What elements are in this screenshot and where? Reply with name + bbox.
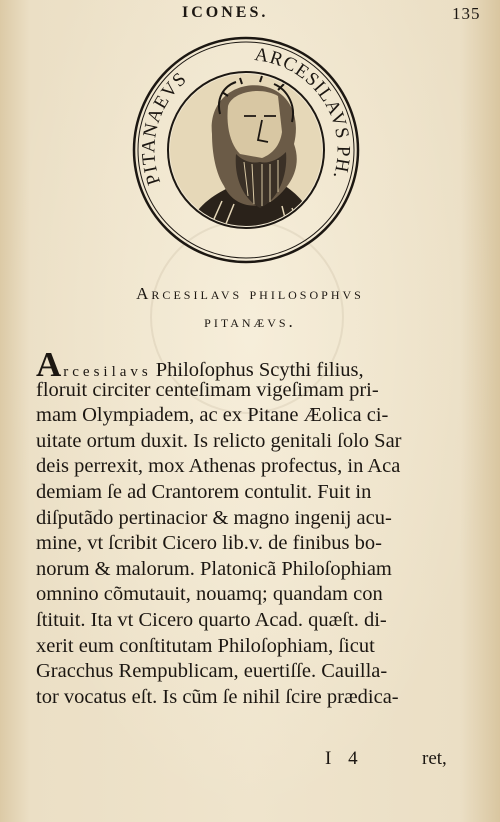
page-footer <box>0 748 500 778</box>
body-line: diſputãdo pertinacior & magno ingenij acu- <box>36 506 392 529</box>
inscription-right: ARCESILAVS PH. <box>253 44 354 183</box>
running-head: ICONES. <box>182 4 269 21</box>
body-line: tor vocatus eſt. Is cũm ſe nihil ſcire prædica- <box>36 685 399 708</box>
body-line: xerit eum conſtitutam Philoſophiam, ſicut <box>36 634 375 657</box>
body-line: omnino cõmutauit, nouamq; quandam con <box>36 583 383 606</box>
portrait-medallion <box>132 36 360 264</box>
first-word-smallcaps: rcesilavs <box>63 364 152 380</box>
bearded-philosopher-portrait-icon <box>162 66 332 246</box>
page-number: 135 <box>452 4 481 23</box>
caption-origin: pitanævs. <box>204 312 296 331</box>
caption-name: Arcesilavs philosophvs <box>136 284 364 303</box>
body-line: deis perrexit, mox Athenas profectus, in Aca <box>36 455 401 478</box>
drop-cap: A <box>36 345 62 384</box>
body-line: Gracchus Rempublicam, euertiſſe. Cauilla- <box>36 660 388 683</box>
body-line: floruit circiter centeſimam vigeſimam pri- <box>36 378 379 401</box>
body-line: norum & malorum. Platonicã Philoſophiam <box>36 557 392 580</box>
inscription-left: PITANAEVS <box>138 68 192 188</box>
signature-mark: I 4 <box>325 748 364 769</box>
catchword: ret, <box>422 748 447 769</box>
body-line <box>36 345 460 384</box>
body-line-text: Philoſophus Scythi filius, <box>155 359 364 381</box>
body-line: ſtituit. Ita vt Cicero quarto Acad. quæſt. di- <box>36 608 387 631</box>
body-line: uitate ortum duxit. Is relicto genitali ſolo Sar <box>36 429 402 452</box>
body-line: demiam ſe ad Crantorem contulit. Fuit in <box>36 480 372 503</box>
body-line: mam Olympiadem, ac ex Pitane Æolica ci- <box>36 404 389 427</box>
body-line: mine, vt ſcribit Cicero lib.v. de finibus bo- <box>36 532 382 555</box>
body-text <box>36 345 460 710</box>
